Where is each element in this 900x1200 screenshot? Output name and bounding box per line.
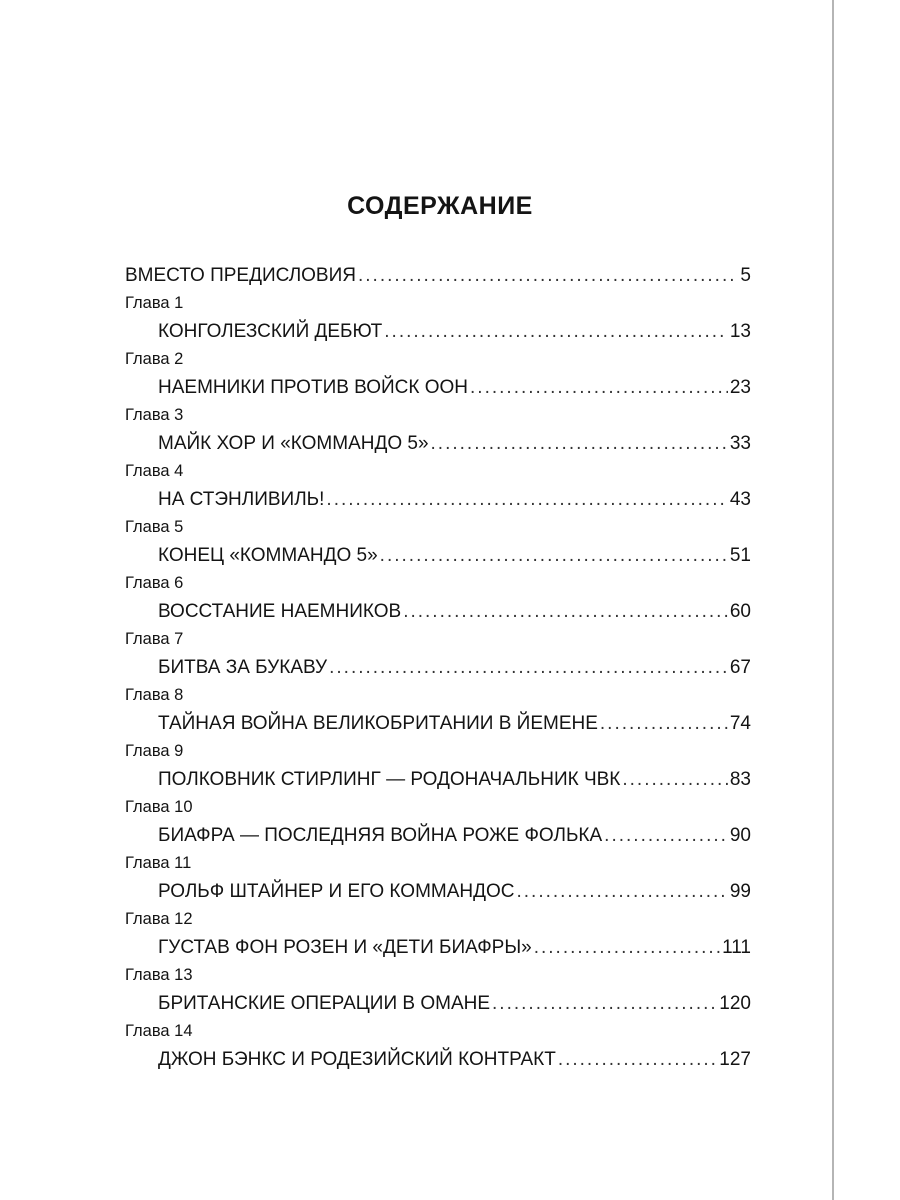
chapter-title: НАЕМНИКИ ПРОТИВ ВОЙСК ООН — [158, 377, 469, 398]
toc-chapter-12[interactable] — [125, 906, 751, 962]
chapter-label: Глава 6 — [125, 574, 184, 592]
toc-chapter-11[interactable] — [125, 850, 751, 906]
chapter-title-line — [125, 822, 751, 850]
chapter-title-line — [125, 374, 751, 402]
chapter-label: Глава 14 — [125, 1022, 193, 1040]
dot-leader — [600, 710, 728, 737]
chapter-title: ДЖОН БЭНКС И РОДЕЗИЙСКИЙ КОНТРАКТ — [158, 1049, 556, 1070]
chapter-title-line — [125, 710, 751, 738]
toc-chapter-7[interactable] — [125, 626, 751, 682]
dot-leader — [470, 374, 728, 401]
chapter-label: Глава 13 — [125, 966, 193, 984]
chapter-page: 13 — [729, 321, 751, 342]
dot-leader — [431, 430, 728, 457]
chapter-title-line — [125, 878, 751, 906]
dot-leader — [534, 934, 720, 961]
chapter-title: ТАЙНАЯ ВОЙНА ВЕЛИКОБРИТАНИИ В ЙЕМЕНЕ — [158, 713, 598, 734]
chapter-title: РОЛЬФ ШТАЙНЕР И ЕГО КОММАНДОС — [158, 881, 515, 902]
toc-chapter-10[interactable] — [125, 794, 751, 850]
chapter-page: 33 — [729, 433, 751, 454]
toc-chapter-5[interactable] — [125, 514, 751, 570]
dot-leader — [558, 1046, 717, 1073]
dot-leader — [329, 654, 728, 681]
chapter-title: ВОССТАНИЕ НАЕМНИКОВ — [158, 601, 402, 622]
chapter-label: Глава 4 — [125, 462, 184, 480]
chapter-label: Глава 3 — [125, 406, 184, 424]
chapter-title-line — [125, 542, 751, 570]
dot-leader — [380, 542, 728, 569]
dot-leader — [403, 598, 728, 625]
chapter-title: КОНГОЛЕЗСКИЙ ДЕБЮТ — [158, 321, 383, 342]
chapter-title: МАЙК ХОР И «КОММАНДО 5» — [158, 433, 429, 454]
toc-entry-title: ВМЕСТО ПРЕДИСЛОВИЯ — [125, 265, 356, 286]
chapter-list — [125, 290, 751, 1074]
chapter-page: 74 — [729, 713, 751, 734]
chapter-page: 90 — [729, 825, 751, 846]
dot-leader — [622, 766, 727, 793]
chapter-title-line — [125, 486, 751, 514]
toc-chapter-9[interactable] — [125, 738, 751, 794]
chapter-page: 23 — [729, 377, 751, 398]
toc-heading: СОДЕРЖАНИЕ — [347, 192, 533, 220]
chapter-label: Глава 2 — [125, 350, 184, 368]
chapter-page: 83 — [729, 769, 751, 790]
chapter-title: БИТВА ЗА БУКАВУ — [158, 657, 328, 678]
chapter-label: Глава 11 — [125, 854, 192, 872]
toc-entry-intro[interactable] — [125, 262, 751, 290]
page-edge-divider — [832, 0, 834, 1200]
chapter-page: 99 — [729, 881, 751, 902]
toc-chapter-14[interactable] — [125, 1018, 751, 1074]
dot-leader — [516, 878, 727, 905]
chapter-page: 51 — [729, 545, 751, 566]
chapter-page: 60 — [729, 601, 751, 622]
chapter-title-line — [125, 598, 751, 626]
table-of-contents — [125, 262, 751, 1074]
dot-leader — [358, 262, 738, 289]
chapter-page: 111 — [722, 937, 751, 958]
chapter-title-line — [125, 318, 751, 346]
chapter-page: 127 — [719, 1049, 751, 1070]
toc-chapter-13[interactable] — [125, 962, 751, 1018]
chapter-title-line — [125, 766, 751, 794]
chapter-title: ГУСТАВ ФОН РОЗЕН И «ДЕТИ БИАФРЫ» — [158, 937, 532, 958]
chapter-page: 43 — [729, 489, 751, 510]
chapter-label: Глава 5 — [125, 518, 184, 536]
chapter-title: БИАФРА — ПОСЛЕДНЯЯ ВОЙНА РОЖЕ ФОЛЬКА — [158, 825, 603, 846]
dot-leader — [604, 822, 728, 849]
chapter-title: ПОЛКОВНИК СТИРЛИНГ — РОДОНАЧАЛЬНИК ЧВК — [158, 769, 621, 790]
chapter-title: КОНЕЦ «КОММАНДО 5» — [158, 545, 378, 566]
chapter-label: Глава 9 — [125, 742, 184, 760]
chapter-page: 120 — [719, 993, 751, 1014]
toc-chapter-4[interactable] — [125, 458, 751, 514]
chapter-title: БРИТАНСКИЕ ОПЕРАЦИИ В ОМАНЕ — [158, 993, 491, 1014]
chapter-page: 67 — [729, 657, 751, 678]
chapter-title-line — [125, 990, 751, 1018]
toc-chapter-3[interactable] — [125, 402, 751, 458]
toc-chapter-1[interactable] — [125, 290, 751, 346]
chapter-title: НА СТЭНЛИВИЛЬ! — [158, 489, 325, 510]
chapter-label: Глава 12 — [125, 910, 193, 928]
toc-chapter-8[interactable] — [125, 682, 751, 738]
dot-leader — [326, 486, 727, 513]
chapter-title-line — [125, 430, 751, 458]
dot-leader — [492, 990, 717, 1017]
chapter-label: Глава 8 — [125, 686, 184, 704]
chapter-label: Глава 7 — [125, 630, 184, 648]
chapter-title-line — [125, 1046, 751, 1074]
chapter-label: Глава 1 — [125, 294, 184, 312]
toc-chapter-2[interactable] — [125, 346, 751, 402]
toc-entry-page: 5 — [740, 265, 751, 286]
dot-leader — [384, 318, 728, 345]
chapter-title-line — [125, 654, 751, 682]
chapter-title-line — [125, 934, 751, 962]
chapter-label: Глава 10 — [125, 798, 193, 816]
toc-chapter-6[interactable] — [125, 570, 751, 626]
